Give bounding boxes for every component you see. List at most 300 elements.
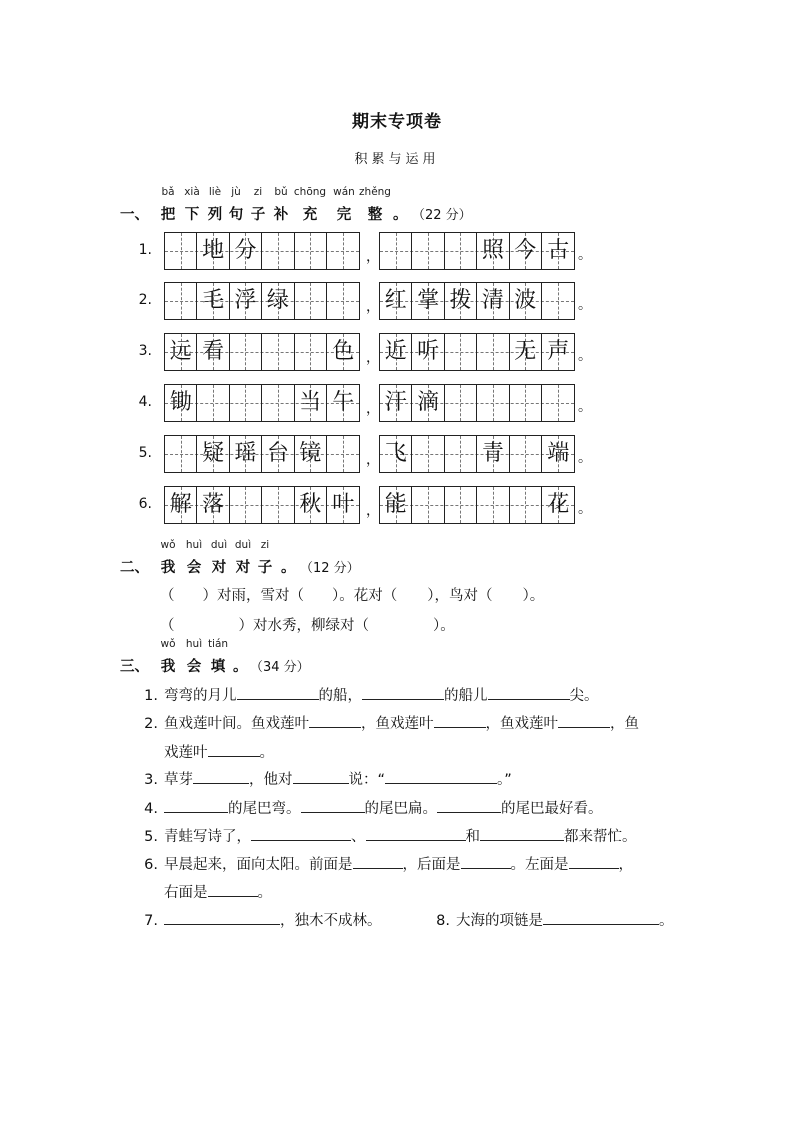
grid-cell-filled xyxy=(295,385,327,421)
grid-guide xyxy=(245,334,246,370)
grid-guide xyxy=(310,233,311,269)
answer-blank[interactable] xyxy=(193,768,249,784)
grid-guide xyxy=(493,487,494,523)
grid-guide xyxy=(310,334,311,370)
heading-char: 子 xyxy=(250,207,266,223)
grid-guide xyxy=(245,487,246,523)
grid-char: 能 xyxy=(384,492,407,517)
grid-guide xyxy=(278,385,279,421)
row-number: 1. xyxy=(138,242,152,258)
grid-cell-filled xyxy=(262,283,294,319)
pinyin-syllable: huì xyxy=(185,638,203,650)
text-segment: 的船儿 xyxy=(444,688,488,704)
heading-char: 下 xyxy=(184,207,200,223)
grid-char: 古 xyxy=(547,238,570,263)
answer-blank[interactable] xyxy=(569,853,619,869)
comma: ， xyxy=(366,503,380,519)
char-grid-right xyxy=(379,435,575,473)
pinyin-syllable: bǎ xyxy=(161,186,175,198)
grid-char: 浮 xyxy=(234,288,257,313)
pinyin-syllable: wán xyxy=(333,186,355,198)
heading-char: 把 xyxy=(160,207,176,223)
answer-blank[interactable] xyxy=(480,825,564,841)
text-segment: ）。 xyxy=(522,588,545,604)
couplet-line-2 xyxy=(160,614,455,635)
grid-guide xyxy=(343,283,344,319)
text-segment: 。左面是 xyxy=(510,857,569,873)
section1-heading xyxy=(0,203,794,223)
score-label: （34 分） xyxy=(250,660,310,675)
grid-cell-filled xyxy=(477,233,509,269)
grid-char: 疑 xyxy=(202,441,225,466)
pinyin-syllable: wǒ xyxy=(160,539,176,551)
grid-char: 声 xyxy=(547,339,570,364)
answer-blank[interactable] xyxy=(437,797,501,813)
text-segment: ），鸟对（ xyxy=(427,588,493,604)
pinyin-syllable: tián xyxy=(207,638,229,650)
question-number: 4. xyxy=(144,801,158,817)
text-segment: ，鱼戏莲叶 xyxy=(361,716,434,732)
grid-cell-blank[interactable] xyxy=(165,283,197,319)
grid-cell-blank[interactable] xyxy=(295,233,327,269)
question-number: 2. xyxy=(144,716,158,732)
period: 。 xyxy=(578,348,592,364)
row-number: 2. xyxy=(138,292,152,308)
text-segment: 草芽 xyxy=(164,772,193,788)
grid-cell-blank[interactable] xyxy=(327,233,359,269)
pinyin-syllable: wǒ xyxy=(160,638,176,650)
grid-cell-filled xyxy=(295,436,327,472)
grid-char: 色 xyxy=(332,339,355,364)
grid-char: 青 xyxy=(481,441,504,466)
text-segment: 尖。 xyxy=(569,688,599,704)
heading-char: 充 xyxy=(302,207,318,223)
char-grid-right xyxy=(379,333,575,371)
answer-blank[interactable] xyxy=(362,684,444,700)
text-segment: ，独木不成林。 xyxy=(280,913,382,929)
answer-blank[interactable] xyxy=(251,825,351,841)
answer-blank[interactable] xyxy=(208,741,260,757)
heading-char: 整 xyxy=(367,207,383,223)
grid-char: 台 xyxy=(266,441,289,466)
text-segment: 弯弯的月儿 xyxy=(164,688,237,704)
answer-blank[interactable] xyxy=(301,797,365,813)
grid-guide xyxy=(525,385,526,421)
grid-cell-blank[interactable] xyxy=(412,487,444,523)
grid-cell-blank[interactable] xyxy=(230,385,262,421)
heading-char: 列 xyxy=(207,207,223,223)
pinyin-syllable: xià xyxy=(184,186,200,198)
heading-char: 子 xyxy=(257,560,273,576)
text-segment: 。 xyxy=(259,745,274,761)
grid-guide xyxy=(278,334,279,370)
grid-guide xyxy=(428,436,429,472)
heading-period: 。 xyxy=(393,207,408,223)
answer-blank[interactable] xyxy=(434,712,486,728)
grid-cell-filled xyxy=(412,283,444,319)
text-segment: ，他对 xyxy=(249,772,293,788)
grid-guide xyxy=(181,436,182,472)
heading-char: 会 xyxy=(186,659,202,675)
heading-char: 我 xyxy=(160,659,176,675)
pinyin-syllable: zi xyxy=(253,186,263,198)
grid-cell-filled xyxy=(197,233,229,269)
answer-blank[interactable] xyxy=(293,768,349,784)
text-segment: ， xyxy=(618,857,633,873)
answer-blank[interactable] xyxy=(353,853,403,869)
grid-cell-filled xyxy=(262,436,294,472)
grid-guide xyxy=(343,233,344,269)
grid-cell-blank[interactable] xyxy=(262,334,294,370)
question-number: 6. xyxy=(144,857,158,873)
grid-cell-filled xyxy=(230,233,262,269)
text-segment: 鱼戏莲叶间。鱼戏莲叶 xyxy=(164,716,309,732)
comma: ， xyxy=(366,350,380,366)
text-segment: ，鱼 xyxy=(610,716,639,732)
grid-cell-filled xyxy=(327,385,359,421)
grid-char: 叶 xyxy=(332,492,355,517)
char-grid-right xyxy=(379,486,575,524)
text-segment: 、 xyxy=(351,829,366,845)
row-number: 3. xyxy=(138,343,152,359)
grid-char: 解 xyxy=(169,492,192,517)
text-segment: ）。花对（ xyxy=(332,588,398,604)
grid-cell-filled xyxy=(165,334,197,370)
comma: ， xyxy=(366,299,380,315)
answer-blank[interactable] xyxy=(385,768,497,784)
section1-pinyin xyxy=(0,186,794,200)
answer-blank[interactable] xyxy=(488,684,570,700)
answer-blank[interactable] xyxy=(164,797,228,813)
period: 。 xyxy=(578,247,592,263)
heading-char: 对 xyxy=(235,560,251,576)
period: 。 xyxy=(578,450,592,466)
question-number: 8. xyxy=(436,913,450,929)
grid-cell-blank[interactable] xyxy=(380,233,412,269)
text-segment: 右面是 xyxy=(164,885,208,901)
answer-blank[interactable] xyxy=(543,909,659,925)
grid-cell-filled xyxy=(477,436,509,472)
grid-char: 今 xyxy=(514,238,537,263)
grid-cell-filled xyxy=(197,334,229,370)
grid-char: 近 xyxy=(384,339,407,364)
grid-guide xyxy=(396,233,397,269)
text-segment: 。 xyxy=(257,885,272,901)
grid-cell-filled xyxy=(445,283,477,319)
grid-char: 汗 xyxy=(384,390,407,415)
answer-blank[interactable] xyxy=(366,825,466,841)
text-segment: 早晨起来，面向太阳。前面是 xyxy=(164,857,353,873)
grid-cell-blank[interactable] xyxy=(477,385,509,421)
section3-pinyin xyxy=(0,638,794,652)
grid-cell-blank[interactable] xyxy=(445,436,477,472)
grid-char: 当 xyxy=(299,390,322,415)
grid-cell-blank[interactable] xyxy=(197,385,229,421)
grid-guide xyxy=(428,487,429,523)
grid-char: 午 xyxy=(332,390,355,415)
heading-period: 。 xyxy=(233,659,248,675)
grid-guide xyxy=(525,436,526,472)
section2-pinyin xyxy=(0,539,794,553)
question-3 xyxy=(128,768,512,789)
grid-char: 掌 xyxy=(417,288,440,313)
heading-char: 填 xyxy=(210,659,226,675)
char-grid-right xyxy=(379,384,575,422)
grid-guide xyxy=(278,487,279,523)
grid-cell-blank[interactable] xyxy=(230,487,262,523)
grid-cell-filled xyxy=(380,283,412,319)
text-segment: 都来帮忙。 xyxy=(564,829,637,845)
grid-cell-blank[interactable] xyxy=(445,385,477,421)
grid-cell-blank[interactable] xyxy=(262,385,294,421)
grid-char: 秋 xyxy=(299,492,322,517)
text-segment: 青蛙写诗了， xyxy=(164,829,251,845)
grid-cell-filled xyxy=(510,233,542,269)
text-segment: 的尾巴最好看。 xyxy=(501,801,603,817)
pinyin-syllable: liè xyxy=(208,186,222,198)
question-2-continued xyxy=(164,741,274,762)
char-grid-right xyxy=(379,282,575,320)
grid-cell-filled xyxy=(477,283,509,319)
char-grid-left xyxy=(164,333,360,371)
grid-cell-filled xyxy=(165,487,197,523)
text-segment: 大海的项链是 xyxy=(456,913,543,929)
grid-char: 地 xyxy=(202,238,225,263)
question-4 xyxy=(128,797,603,818)
grid-cell-blank[interactable] xyxy=(295,283,327,319)
text-segment: 和 xyxy=(465,829,480,845)
question-number: 7. xyxy=(144,913,158,929)
grid-guide xyxy=(245,385,246,421)
grid-cell-blank[interactable] xyxy=(327,283,359,319)
grid-guide xyxy=(558,385,559,421)
grid-char: 看 xyxy=(202,339,225,364)
grid-char: 拨 xyxy=(449,288,472,313)
grid-cell-blank[interactable] xyxy=(445,334,477,370)
text-segment: 。” xyxy=(497,772,512,788)
pinyin-syllable: huì xyxy=(185,539,203,551)
heading-char: 对 xyxy=(211,560,227,576)
grid-cell-blank[interactable] xyxy=(510,487,542,523)
pinyin-syllable: zhěng xyxy=(359,186,391,198)
section2-heading xyxy=(0,556,794,576)
grid-char: 飞 xyxy=(384,441,407,466)
text-segment: 的尾巴扁。 xyxy=(364,801,437,817)
grid-char: 锄 xyxy=(169,390,192,415)
text-segment: ，后面是 xyxy=(402,857,461,873)
grid-guide xyxy=(310,283,311,319)
score-label: （22 分） xyxy=(412,208,472,223)
grid-cell-blank[interactable] xyxy=(230,334,262,370)
grid-cell-filled xyxy=(380,385,412,421)
pinyin-syllable: zi xyxy=(260,539,270,551)
grid-cell-filled xyxy=(295,487,327,523)
answer-blank[interactable] xyxy=(309,712,361,728)
question-5 xyxy=(128,825,637,846)
grid-cell-filled xyxy=(542,233,574,269)
pinyin-syllable: chōng xyxy=(293,186,327,198)
grid-guide xyxy=(428,233,429,269)
question-8 xyxy=(420,909,674,930)
answer-blank[interactable] xyxy=(208,881,258,897)
grid-cell-blank[interactable] xyxy=(542,283,574,319)
score-label: （12 分） xyxy=(300,561,360,576)
period: 。 xyxy=(578,399,592,415)
comma: ， xyxy=(366,401,380,417)
grid-cell-blank[interactable] xyxy=(445,487,477,523)
text-segment: ，鱼戏莲叶 xyxy=(485,716,558,732)
grid-guide xyxy=(493,334,494,370)
grid-cell-filled xyxy=(197,487,229,523)
period: 。 xyxy=(578,501,592,517)
period: 。 xyxy=(578,297,592,313)
grid-cell-blank[interactable] xyxy=(542,385,574,421)
heading-char: 句 xyxy=(228,207,244,223)
grid-char: 落 xyxy=(202,492,225,517)
grid-guide xyxy=(460,334,461,370)
grid-char: 瑶 xyxy=(234,441,257,466)
grid-guide xyxy=(460,436,461,472)
grid-guide xyxy=(525,487,526,523)
grid-char: 分 xyxy=(234,238,257,263)
grid-char: 滴 xyxy=(417,390,440,415)
question-1 xyxy=(128,684,599,705)
grid-cell-blank[interactable] xyxy=(477,334,509,370)
question-2 xyxy=(128,712,639,733)
grid-cell-blank[interactable] xyxy=(445,233,477,269)
grid-cell-filled xyxy=(380,487,412,523)
row-number: 6. xyxy=(138,496,152,512)
grid-char: 红 xyxy=(384,288,407,313)
text-segment: 。 xyxy=(659,913,674,929)
grid-cell-blank[interactable] xyxy=(477,487,509,523)
grid-char: 照 xyxy=(481,238,504,263)
answer-blank[interactable] xyxy=(164,909,280,925)
answer-blank[interactable] xyxy=(558,712,610,728)
text-segment: （ xyxy=(160,588,175,604)
pinyin-syllable: jù xyxy=(231,186,241,198)
question-7 xyxy=(128,909,382,930)
grid-cell-blank[interactable] xyxy=(262,233,294,269)
couplet-line-1 xyxy=(160,584,544,605)
grid-cell-blank[interactable] xyxy=(262,487,294,523)
char-grid-left xyxy=(164,486,360,524)
section-number: 二、 xyxy=(120,560,149,576)
grid-char: 端 xyxy=(547,441,570,466)
section-number: 一、 xyxy=(120,207,149,223)
heading-char: 完 xyxy=(336,207,352,223)
text-segment: 说：“ xyxy=(348,772,386,788)
grid-char: 镜 xyxy=(299,441,322,466)
char-grid-right xyxy=(379,232,575,270)
grid-cell-filled xyxy=(327,487,359,523)
grid-cell-blank[interactable] xyxy=(327,436,359,472)
answer-blank[interactable] xyxy=(461,853,511,869)
grid-guide xyxy=(343,436,344,472)
question-6 xyxy=(128,853,633,874)
grid-char: 花 xyxy=(547,492,570,517)
text-segment: ）对雨，雪对（ xyxy=(202,588,304,604)
heading-char: 补 xyxy=(273,207,289,223)
comma: ， xyxy=(366,249,380,265)
text-segment: 的船， xyxy=(318,688,362,704)
text-segment: （ xyxy=(160,618,175,634)
comma: ， xyxy=(366,452,380,468)
grid-guide xyxy=(460,233,461,269)
grid-cell-blank[interactable] xyxy=(510,385,542,421)
text-segment: 戏莲叶 xyxy=(164,745,208,761)
text-segment: ）对水秀，柳绿对（ xyxy=(238,618,369,634)
question-number: 3. xyxy=(144,772,158,788)
char-grid-left xyxy=(164,435,360,473)
grid-char: 无 xyxy=(514,339,537,364)
page-subtitle: 积累与运用 xyxy=(354,152,440,167)
grid-char: 听 xyxy=(417,339,440,364)
answer-blank[interactable] xyxy=(237,684,319,700)
char-grid-left xyxy=(164,282,360,320)
grid-cell-filled xyxy=(380,436,412,472)
question-number: 1. xyxy=(144,688,158,704)
grid-guide xyxy=(181,233,182,269)
grid-char: 毛 xyxy=(202,288,225,313)
grid-cell-filled xyxy=(542,487,574,523)
grid-guide xyxy=(181,283,182,319)
grid-cell-blank[interactable] xyxy=(412,233,444,269)
grid-cell-filled xyxy=(327,334,359,370)
row-number: 4. xyxy=(138,394,152,410)
heading-char: 会 xyxy=(186,560,202,576)
section-number: 三、 xyxy=(120,659,149,675)
text-segment: 的尾巴弯。 xyxy=(228,801,301,817)
grid-cell-filled xyxy=(230,283,262,319)
grid-cell-filled xyxy=(230,436,262,472)
grid-guide xyxy=(493,385,494,421)
grid-cell-blank[interactable] xyxy=(165,436,197,472)
grid-guide xyxy=(460,385,461,421)
pinyin-syllable: duì xyxy=(234,539,252,551)
grid-char: 绿 xyxy=(266,288,289,313)
pinyin-syllable: bǔ xyxy=(274,186,288,198)
grid-cell-filled xyxy=(197,436,229,472)
grid-cell-filled xyxy=(542,334,574,370)
section3-heading xyxy=(0,655,794,675)
heading-char: 我 xyxy=(160,560,176,576)
grid-char: 远 xyxy=(169,339,192,364)
question-6-continued xyxy=(164,881,272,902)
grid-cell-filled xyxy=(542,436,574,472)
grid-cell-blank[interactable] xyxy=(510,436,542,472)
grid-cell-filled xyxy=(510,334,542,370)
grid-guide xyxy=(213,385,214,421)
page-title: 期末专项卷 xyxy=(352,112,442,132)
char-grid-left xyxy=(164,232,360,270)
grid-guide xyxy=(278,233,279,269)
grid-cell-blank[interactable] xyxy=(295,334,327,370)
grid-cell-blank[interactable] xyxy=(412,436,444,472)
grid-cell-filled xyxy=(197,283,229,319)
grid-cell-filled xyxy=(510,283,542,319)
grid-cell-filled xyxy=(380,334,412,370)
grid-cell-filled xyxy=(412,385,444,421)
grid-char: 清 xyxy=(481,288,504,313)
text-segment: ）。 xyxy=(433,618,455,634)
grid-guide xyxy=(558,283,559,319)
char-grid-left xyxy=(164,384,360,422)
grid-char: 波 xyxy=(514,288,537,313)
heading-period: 。 xyxy=(281,560,296,576)
grid-cell-blank[interactable] xyxy=(165,233,197,269)
question-number: 5. xyxy=(144,829,158,845)
